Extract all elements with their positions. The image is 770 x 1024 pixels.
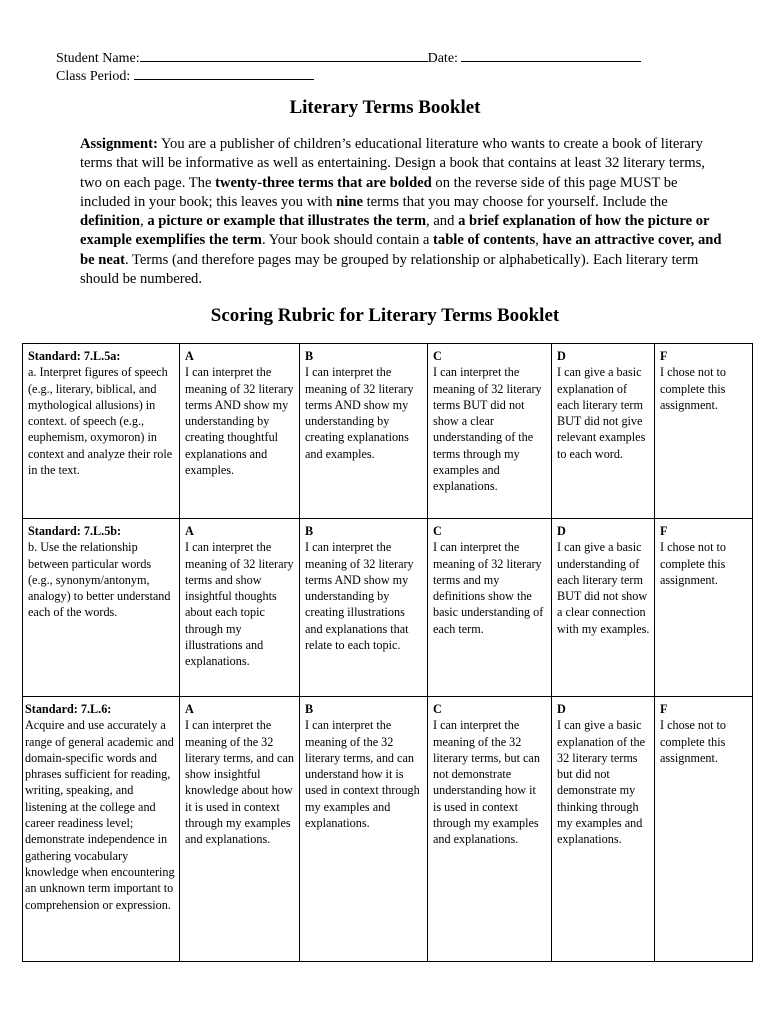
- grade-cell-a: [180, 697, 300, 962]
- assignment-text-4: ,: [140, 213, 148, 230]
- grade-cell-d: [552, 697, 655, 962]
- grade-description: I can interpret the meaning of 32 literary terms and my definitions show the basic understanding of each term.: [433, 540, 544, 636]
- grade-cell-f: [655, 697, 753, 962]
- standard-title: Standard: 7.L.5b:: [28, 524, 122, 538]
- grade-description: I can interpret the meaning of 32 literary terms BUT did not show a clear understanding of the terms through my examples and explanations.: [433, 365, 542, 494]
- grade-label: F: [660, 524, 668, 538]
- grade-cell-f: [655, 519, 753, 697]
- assignment-bold-6: table of contents: [433, 232, 536, 249]
- document-title: Literary Terms Booklet: [289, 97, 481, 118]
- grade-label: B: [305, 349, 314, 363]
- grade-label: C: [433, 524, 442, 538]
- assignment-text-7: ,: [535, 232, 543, 249]
- grade-label: F: [660, 349, 668, 363]
- grade-cell-b: [300, 697, 428, 962]
- rubric-title: Scoring Rubric for Literary Terms Booklet: [210, 305, 560, 326]
- student-name-date-line: [56, 48, 641, 67]
- grade-description: I can interpret the meaning of 32 literary terms AND show my understanding by creating thoughtful explanations and examples.: [185, 365, 294, 478]
- grade-label: D: [557, 349, 566, 363]
- grade-description: I chose not to complete this assignment.: [660, 365, 727, 412]
- grade-cell-a: [180, 344, 300, 519]
- class-period-label: Class Period:: [56, 69, 131, 84]
- grade-description: I can give a basic explanation of each literary term BUT did not give relevant examples to each word.: [557, 365, 646, 461]
- grade-label: C: [433, 349, 442, 363]
- class-period-field[interactable]: [134, 66, 314, 80]
- grade-description: I can give a basic understanding of each literary term BUT did not show a clear connection with my examples.: [557, 540, 650, 636]
- grade-cell-c: [428, 697, 552, 962]
- assignment-text-3: terms that you may choose for yourself. Include the: [362, 193, 668, 210]
- assignment-bold-2: nine: [336, 193, 363, 210]
- rubric-table: [22, 343, 753, 962]
- grade-description: I can interpret the meaning of the 32 literary terms, and can understand how it is used in context through my examples and explanations.: [305, 718, 420, 831]
- grade-label: A: [185, 702, 194, 716]
- grade-cell-d: [552, 519, 655, 697]
- standard-cell: [23, 344, 180, 519]
- grade-label: A: [185, 349, 194, 363]
- standard-cell: [23, 697, 180, 962]
- assignment-bold-1: twenty-three terms that are bolded: [215, 174, 432, 191]
- assignment-text-8: . Terms (and therefore pages may be grouped by relationship or alphabetically). Each literary term should be numbered.: [80, 251, 699, 288]
- grade-cell-f: [655, 344, 753, 519]
- grade-description: I can give a basic explanation of the 32 literary terms but did not demonstrate my thinking through my examples and explanations.: [557, 718, 645, 847]
- grade-label: B: [305, 702, 314, 716]
- grade-description: I can interpret the meaning of 32 literary terms and show insightful thoughts about each topic through my illustrations and explanations.: [185, 540, 294, 669]
- grade-cell-c: [428, 344, 552, 519]
- grade-description: I can interpret the meaning of 32 literary terms AND show my understanding by creating explanations and examples.: [305, 365, 414, 461]
- assignment-text-2: on the reverse side of this page MUST be included in your book; this leaves you with: [80, 174, 678, 210]
- rubric-row-standard-7l6: [23, 697, 753, 962]
- date-field[interactable]: [461, 48, 641, 62]
- grade-description: I can interpret the meaning of the 32 literary terms, but can not demonstrate understanding how it is used in context through my examples and explanations.: [433, 718, 540, 847]
- rubric-row-standard-7l5a: [23, 344, 753, 519]
- assignment-bold-3: definition: [80, 213, 141, 230]
- standard-description: a. Interpret figures of speech (e.g., literary, biblical, and mythological allusions) in context. of speech (e.g., euphemism, oxymoron) in context and analyze their role in the text.: [28, 365, 173, 478]
- class-period-line: [56, 66, 314, 85]
- grade-cell-c: [428, 519, 552, 697]
- grade-label: A: [185, 524, 194, 538]
- grade-description: I can interpret the meaning of the 32 literary terms, and can show insightful knowledge about how it is used in context through my examples and explanations.: [185, 718, 294, 847]
- assignment-bold-4: a picture or example that illustrates the term: [147, 213, 427, 230]
- assignment-text-1: You are a publisher of children’s educational literature who wants to create a book of literary terms that will be informative as well as entertaining. Design a book that contains at least 32 literary terms, two on each page. The: [80, 136, 705, 191]
- standard-title: Standard: 7.L.5a:: [28, 349, 121, 363]
- assignment-bold-5: a brief explanation of how the picture or example exemplifies the term: [80, 213, 710, 249]
- grade-label: C: [433, 702, 442, 716]
- standard-description: b. Use the relationship between particular words (e.g., synonym/antonym, analogy) to better understand each of the words.: [28, 540, 171, 620]
- date-label: Date:: [427, 51, 458, 66]
- grade-cell-d: [552, 344, 655, 519]
- assignment-paragraph: [80, 135, 730, 289]
- assignment-text-5: , and: [426, 213, 459, 230]
- grade-description: I chose not to complete this assignment.: [660, 540, 727, 587]
- standard-title: Standard: 7.L.6:: [25, 702, 112, 716]
- assignment-bold-7: have an attractive cover, and be neat: [80, 232, 722, 268]
- assignment-label: Assignment:: [80, 136, 158, 152]
- standard-cell: [23, 519, 180, 697]
- grade-label: D: [557, 702, 566, 716]
- grade-cell-b: [300, 519, 428, 697]
- grade-label: D: [557, 524, 566, 538]
- grade-description: I can interpret the meaning of 32 literary terms AND show my understanding by creating illustrations and explanations that relate to each topic.: [305, 540, 414, 653]
- student-name-label: Student Name:: [56, 51, 140, 66]
- grade-description: I chose not to complete this assignment.: [660, 718, 727, 765]
- grade-label: F: [660, 702, 668, 716]
- rubric-row-standard-7l5b: [23, 519, 753, 697]
- assignment-text-6: . Your book should contain a: [261, 232, 434, 249]
- grade-cell-a: [180, 519, 300, 697]
- standard-description: Acquire and use accurately a range of general academic and domain-specific words and phrases sufficient for reading, writing, speaking, and listening at the college and career readiness level; demonstrate independence in gathering vocabulary knowledge when encountering an unknown term important to comprehension or expression.: [25, 718, 175, 912]
- student-name-field[interactable]: [140, 48, 428, 62]
- grade-label: B: [305, 524, 314, 538]
- grade-cell-b: [300, 344, 428, 519]
